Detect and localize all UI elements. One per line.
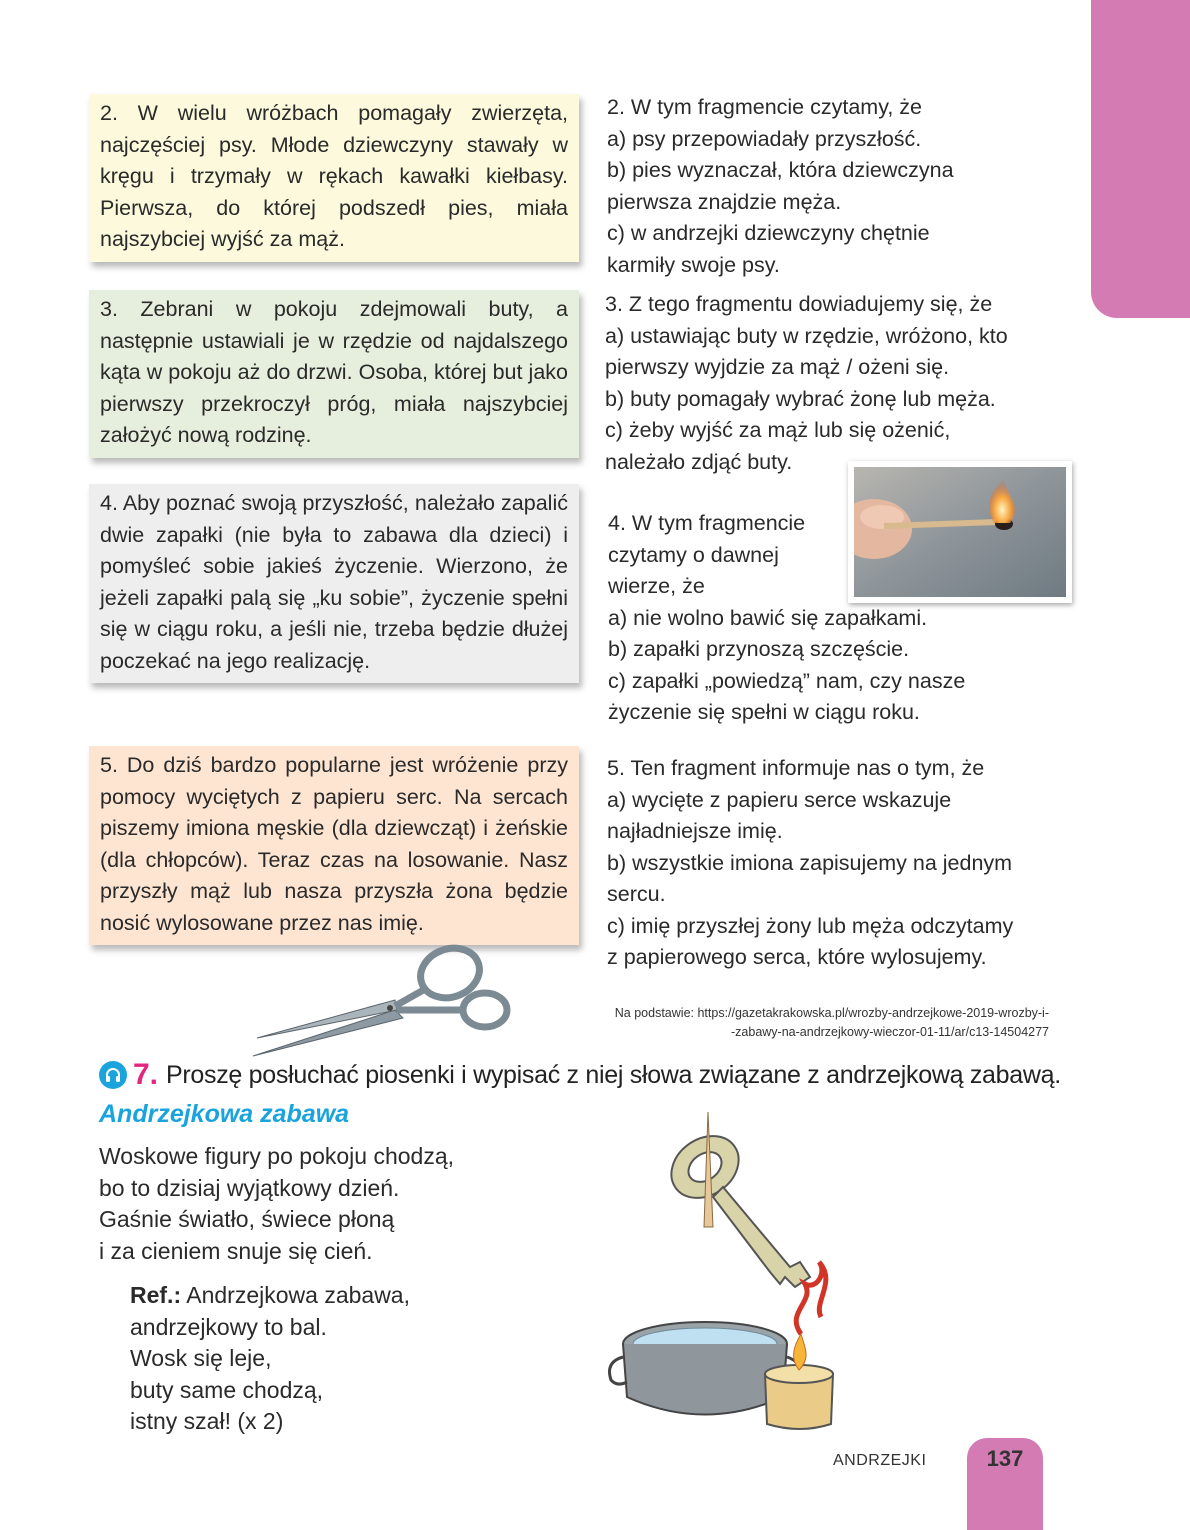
chapter-name: ANDRZEJKI <box>833 1452 927 1469</box>
verse-line: Woskowe figury po pokoju chodzą, <box>99 1143 454 1169</box>
answer-line: c) żeby wyjść za mąż lub się ożenić, <box>605 418 951 442</box>
refrain-line: Wosk się leje, <box>130 1345 272 1371</box>
headphones-icon <box>99 1061 127 1089</box>
burning-match-photo <box>848 461 1072 603</box>
answer-line: najładniejsze imię. <box>607 819 783 843</box>
answer-line: c) imię przyszłej żony lub męża odczytamy <box>607 913 1014 938</box>
answer-line: b) wszystkie imiona zapisujemy na jednym <box>607 850 1013 875</box>
answer-line: b) buty pomagały wybrać żonę lub męża. <box>605 386 996 411</box>
task-number: 7. <box>133 1058 159 1091</box>
refrain-line: istny szał! (x 2) <box>130 1408 284 1434</box>
task-heading <box>99 1058 1061 1092</box>
refrain-line: buty same chodzą, <box>130 1376 324 1403</box>
question-stem: 3. Z tego fragmentu dowiadujemy się, że <box>605 292 993 316</box>
question-stem: czytamy o dawnej <box>608 542 779 567</box>
answer-line: należało zdjąć buty. <box>605 449 793 474</box>
answer-line: pierwsza znajdzie męża. <box>607 189 842 214</box>
fragment-box-3 <box>89 290 579 458</box>
fragment-text: 3. Zebrani w pokoju zdejmowali buty, a następnie ustawiali je w rzędzie od najdalszego kąta w pokoju aż do drzwi. Osoba, której but jako pierwszy przekroczył próg, miała najszybciej założyć nową rodzinę. <box>100 297 568 447</box>
question-stem: wierze, że <box>608 574 705 598</box>
refrain-line: Andrzejkowa zabawa, <box>181 1282 410 1308</box>
song-verse <box>99 1141 454 1267</box>
scissors-illustration <box>245 938 525 1068</box>
source-line: Na podstawie: https://gazetakrakowska.pl/wrozby-andrzejkowe-2019-wrozby-i- <box>614 1006 1049 1020</box>
answer-line: c) zapałki „powiedzą” nam, czy nasze <box>608 668 966 693</box>
answer-line: b) zapałki przynoszą szczęście. <box>608 637 910 661</box>
key-icon <box>659 1123 810 1287</box>
question-5 <box>607 753 1057 974</box>
verse-line: Gaśnie światło, świece płoną <box>99 1206 395 1232</box>
song-refrain <box>130 1280 410 1438</box>
answer-line: karmiły swoje psy. <box>607 252 780 277</box>
page-number: 137 <box>986 1446 1024 1471</box>
task-instruction: Proszę posłuchać piosenki i wypisać z niej słowa związane z andrzejkową zabawą. <box>166 1060 1061 1089</box>
answer-line: a) nie wolno bawić się zapałkami. <box>608 605 928 630</box>
fragment-box-5 <box>89 746 579 945</box>
verse-line: i za cieniem snuje się cień. <box>99 1237 373 1264</box>
fragment-text: 5. Do dziś bardzo popularne jest wróżenie przy pomocy wyciętych z papieru serc. Na sercach piszemy imiona męskie (dla dziewcząt) i żeńskie (dla chłopców). Teraz czas na losowanie. Nasz przyszły mąż lub nasza przyszła żona będzie nosić wylosowane przez nas imię. <box>100 753 568 935</box>
fragment-box-2 <box>89 94 579 262</box>
chapter-tab <box>1091 0 1190 318</box>
fragment-text: 4. Aby poznać swoją przyszłość, należało zapalić dwie zapałki (nie była to zabawa dla dzieci) i pomyśleć sobie jakieś życzenie. Wierzono, że jeżeli zapałki palą się „ku sobie”, życzenie spełni się w ciągu roku, a jeśli nie, trzeba będzie dłużej poczekać na jego realizację. <box>100 491 568 673</box>
page-number-tab <box>967 1438 1043 1530</box>
answer-line: a) ustawiając buty w rzędzie, wróżono, kto <box>605 323 1008 348</box>
answer-line: z papierowego serca, które wylosujemy. <box>607 945 987 969</box>
answer-line: pierwszy wyjdzie za mąż / ożeni się. <box>605 355 950 379</box>
question-stem: 2. W tym fragmencie czytamy, że <box>607 95 923 119</box>
answer-line: a) psy przepowiadały przyszłość. <box>607 126 922 151</box>
answer-line: życzenie się spełni w ciągu roku. <box>608 700 920 724</box>
question-stem: 4. W tym fragmencie <box>608 511 806 535</box>
fragment-box-4 <box>89 484 579 683</box>
source-line: -zabawy-na-andrzejkowy-wieczor-01-11/ar/c13-14504277 <box>731 1025 1049 1039</box>
andrzejki-illustration <box>605 1112 865 1437</box>
refrain-line: andrzejkowy to bal. <box>130 1313 327 1340</box>
source-citation <box>615 1004 1049 1042</box>
fragment-text: 2. W wielu wróżbach pomagały zwierzęta, najczęściej psy. Młode dziewczyny stawały w kręgu i trzymały w rękach kawałki kiełbasy. Pierwsza, do której podszedł pies, miała najszybciej wyjść za mąż. <box>100 101 568 251</box>
answer-line: a) wycięte z papieru serce wskazuje <box>607 787 952 812</box>
answer-line: c) w andrzejki dziewczyny chętnie <box>607 221 930 245</box>
question-2 <box>607 92 1057 281</box>
refrain-label: Ref.: <box>130 1282 182 1308</box>
question-stem: 5. Ten fragment informuje nas o tym, że <box>607 756 985 780</box>
answer-line: sercu. <box>607 882 666 906</box>
song-title: Andrzejkowa zabawa <box>99 1100 350 1128</box>
verse-line: bo to dzisiaj wyjątkowy dzień. <box>99 1174 400 1201</box>
answer-line: b) pies wyznaczał, która dziewczyna <box>607 158 954 182</box>
question-3 <box>605 289 1055 478</box>
